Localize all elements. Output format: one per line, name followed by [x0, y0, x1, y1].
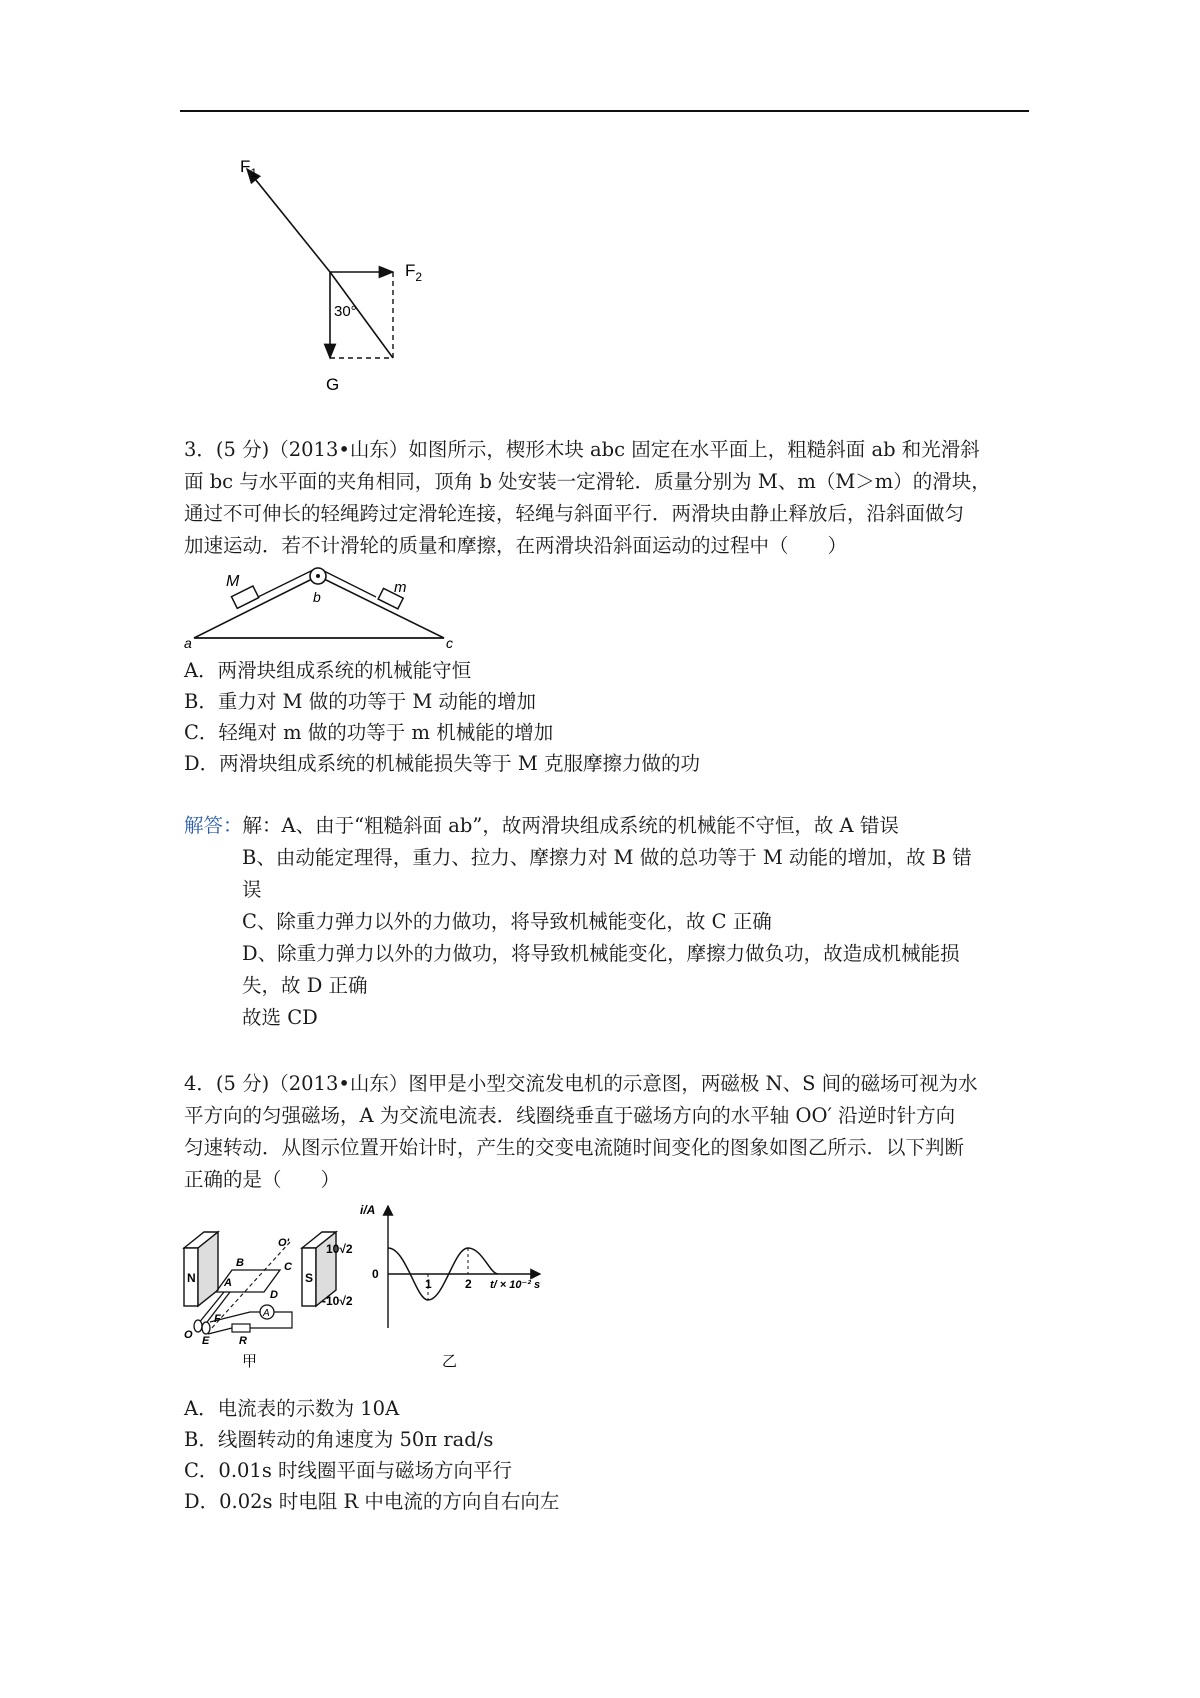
q3-stem-line: 加速运动．若不计滑轮的质量和摩擦，在两滑块沿斜面运动的过程中（ ）: [184, 534, 848, 557]
answer-line: B、由动能定理得，重力、拉力、摩擦力对 M 做的总功等于 M 动能的增加，故 B 错: [242, 846, 972, 869]
q4-option-a: A．电流表的示数为 10A: [184, 1397, 400, 1420]
label-O-top: O': [278, 1237, 290, 1249]
label-b: b: [313, 589, 321, 605]
label-c: c: [446, 635, 453, 651]
q4-option-c: C．0.01s 时线圈平面与磁场方向平行: [184, 1459, 513, 1482]
q3-stem-line: 3．(5 分)（2013•山东）如图所示，楔形木块 abc 固定在水平面上，粗糙斜面 ab 和光滑斜: [184, 438, 980, 461]
header-rule: [180, 110, 1029, 112]
answer-line: C、除重力弹力以外的力做功，将导致机械能变化，故 C 正确: [242, 910, 772, 933]
current-graph: [322, 1200, 600, 1372]
q3-stem-line: 面 bc 与水平面的夹角相同，顶角 b 处安装一定滑轮．质量分别为 M、m（M＞m）的滑块，: [184, 470, 991, 493]
origin-label: 0: [372, 1267, 379, 1281]
label-C: C: [284, 1261, 292, 1273]
q4-stem-line: 4．(5 分)（2013•山东）图甲是小型交流发电机的示意图，两磁极 N、S 间的磁场可视为水: [184, 1072, 978, 1095]
q4-option-d: D．0.02s 时电阻 R 中电流的方向自右向左: [184, 1490, 560, 1513]
y-axis-label: i/A: [360, 1203, 376, 1217]
f1-arrow: [247, 169, 330, 272]
answer-label: 解答：: [184, 814, 243, 837]
label-R: R: [239, 1335, 247, 1347]
q4-stem-line: 正确的是（ ）: [184, 1168, 341, 1191]
q3-answer-body: [242, 842, 972, 1034]
force-diagram: [230, 150, 440, 395]
answer-line: 故选 CD: [242, 1006, 318, 1029]
answer-line: 误: [242, 878, 262, 901]
g-label: G: [326, 375, 340, 394]
y-tick-neg: -10√2: [322, 1294, 353, 1308]
q3-option-c: C．轻绳对 m 做的功等于 m 机械能的增加: [184, 721, 554, 744]
q3-stem: [184, 434, 991, 562]
q4-option-b: B．线圈转动的角速度为 50π rad/s: [184, 1428, 494, 1451]
caption-yi: 乙: [442, 1353, 458, 1370]
answer-line: 失，故 D 正确: [242, 974, 368, 997]
f1-label: $F_1$: [240, 157, 258, 180]
y-tick-pos: 10√2: [326, 1242, 353, 1256]
label-F: F: [214, 1313, 221, 1325]
label-a: a: [184, 635, 192, 651]
angle-label: 30°: [334, 303, 357, 320]
q3-answer: [184, 810, 899, 842]
label-N: N: [187, 1271, 196, 1285]
x-tick-1: 1: [425, 1277, 432, 1291]
answer-first-line: 解答：解：A、由于“粗糙斜面 ab”，故两滑块组成系统的机械能不守恒，故 A 错误: [184, 814, 899, 837]
x-tick-2: 2: [465, 1277, 472, 1291]
wedge-diagram: [180, 560, 460, 650]
q3-option-a: A．两滑块组成系统的机械能守恒: [184, 659, 472, 682]
label-M: M: [226, 573, 240, 590]
caption-jia: 甲: [242, 1353, 258, 1370]
answer-line: D、除重力弹力以外的力做功，将导致机械能变化，摩擦力做负功，故造成机械能损: [242, 942, 960, 965]
label-A: A: [224, 1277, 232, 1289]
q4-stem: [184, 1068, 978, 1196]
label-D: D: [270, 1289, 278, 1301]
q3-stem-line: 通过不可伸长的轻绳跨过定滑轮连接，轻绳与斜面平行．两滑块由静止释放后，沿斜面做匀: [184, 502, 965, 525]
label-O-bottom: O: [184, 1329, 193, 1341]
q4-stem-line: 匀速转动．从图示位置开始计时，产生的交变电流随时间变化的图象如图乙所示．以下判断: [184, 1136, 965, 1159]
q3-option-b: B．重力对 M 做的功等于 M 动能的增加: [184, 690, 537, 713]
q4-stem-line: 平方向的匀强磁场，A 为交流电流表．线圈绕垂直于磁场方向的水平轴 OO′ 沿逆时针方向: [184, 1104, 956, 1127]
label-m: m: [394, 579, 407, 596]
label-E: E: [202, 1335, 210, 1347]
label-B: B: [236, 1257, 244, 1269]
x-axis-label: t/ × 10⁻² s: [490, 1279, 541, 1291]
label-S: S: [305, 1271, 314, 1285]
q3-option-d: D．两滑块组成系统的机械能损失等于 M 克服摩擦力做的功: [184, 752, 700, 775]
label-ammeter: A: [263, 1308, 270, 1319]
f2-label: $F_2$: [405, 261, 423, 284]
